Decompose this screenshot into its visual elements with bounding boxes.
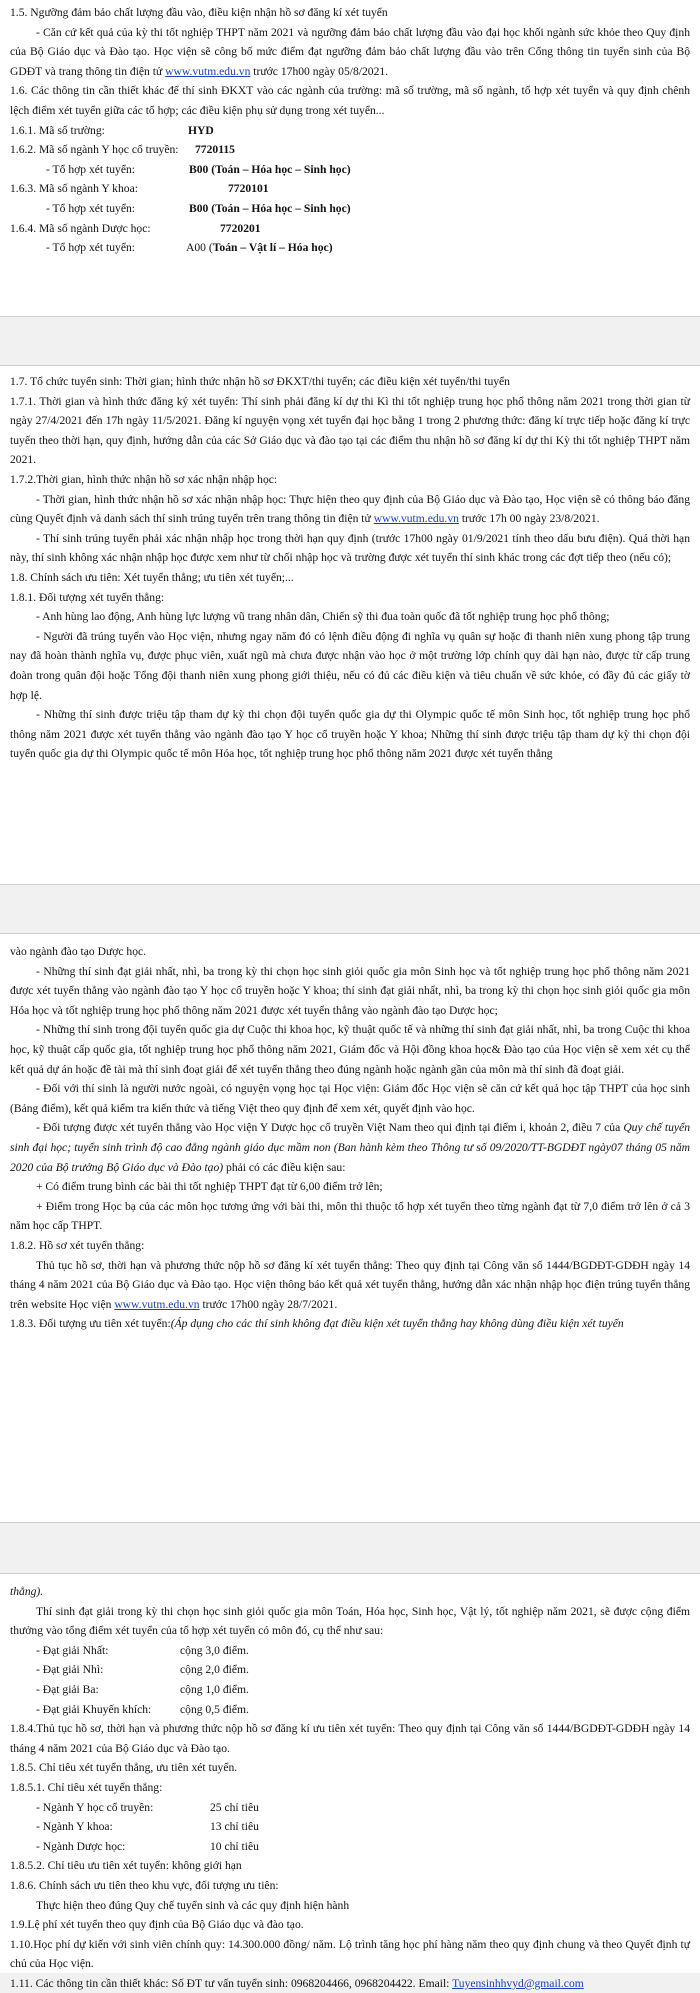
section-1-7-2-body-a: - Thời gian, hình thức nhận hồ sơ xác nhận nhập học: Thực hiện theo quy định của Bộ Giáo dục và Đào tạo, Học viện sẽ có thông báo đăng cùng Quyết định và danh sách thí sinh trúng tuyển trên trang thông tin điện tử www.vutm.edu.vn trước 17h 00 ngày 23/8/2021. — [10, 492, 690, 526]
section-1-10: 1.10.Học phí dự kiến với sinh viên chính quy: 14.300.000 đồng/ năm. Lộ trình tăng học phí hàng năm theo quy định chung và theo Quyết định tự chủ của Học viện. — [10, 1937, 690, 1971]
section-1-6-heading: 1.6. Các thông tin cần thiết khác để thí sinh ĐKXT vào các ngành của trường: mã số trường, mã số ngành, tổ hợp xét tuyển và quy định chênh lệch điểm xét tuyển giữa các tổ hợp; các điều kiện phụ sử dụng trong xét tuyển... — [10, 84, 690, 117]
section-1-8-4: 1.8.4.Thủ tục hồ sơ, thời hạn và phương thức nộp hồ sơ đăng kí ưu tiên xét tuyển: Theo quy định tại Công văn số 1444/BGDĐT-GDĐH ngày 14 tháng 4 năm 2021 của Bộ Giáo dục và Đào tạo. — [10, 1722, 690, 1755]
document-page-3 — [0, 934, 700, 1522]
section-1-9: 1.9.Lệ phí xét tuyển theo quy định của Bộ Giáo dục và đào tạo. — [10, 1918, 304, 1932]
section-1-8-1-b: - Người đã trúng tuyển vào Học viện, nhưng ngay năm đó có lệnh điều động đi nghĩa vụ quân sự hoặc đi thanh niên xung phong tập trung nay đã hoàn thành nghĩa vụ, được phục viên, xuất ngũ mà chưa được nhận vào học ở một trường lớp chính quy dài hạn nào, được từ cấp trung đoàn trong quân đội hoặc Tổng đội thanh niên xung phong giới thiệu, nếu có đủ các điều kiện và tiêu chuẩn về sức khỏe, có đầy đủ các giấy tờ hợp lệ. — [10, 629, 690, 702]
prize-third-row: - Đạt giải Ba: cộng 1,0 điểm. — [36, 1682, 249, 1696]
prize-first-row: - Đạt giải Nhất: cộng 3,0 điểm. — [36, 1643, 249, 1657]
section-1-8-1-a: - Anh hùng lao động, Anh hùng lực lượng vũ trang nhân dân, Chiến sỹ thi đua toàn quốc đã tốt nghiệp trung học phổ thông; — [36, 610, 610, 624]
section-1-7-heading: 1.7. Tổ chức tuyển sinh: Thời gian; hình thức nhận hồ sơ ĐKXT/thi tuyển; các điều kiện xét tuyển/thi tuyển — [10, 375, 510, 388]
section-1-8-3-heading: 1.8.3. Đối tượng ưu tiên xét tuyển:(Áp dụng cho các thí sinh không đạt điều kiện xét tuyển thẳng hay không dùng điều kiện xét tuyển — [10, 1317, 624, 1331]
document-page-4 — [0, 1574, 700, 1990]
section-1-8-2-heading: 1.8.2. Hồ sơ xét tuyển thẳng: — [10, 1238, 145, 1252]
section-1-8-1-f: - Đối với thí sinh là người nước ngoài, có nguyện vọng học tại Học viện: Giám đốc Học viện sẽ căn cứ kết quả học tập THPT của học sinh (Bảng điểm), kết quả kiểm tra kiến thức và tiếng Việt theo quy định để xem xét, quyết định vào học. — [10, 1082, 690, 1115]
quota-traditional-medicine-row: - Ngành Y học cổ truyền: 25 chỉ tiêu — [36, 1800, 259, 1814]
section-1-7-2-heading: 1.7.2.Thời gian, hình thức nhận hồ sơ xác nhận nhập học: — [10, 472, 278, 486]
section-1-8-5-1: 1.8.5.1. Chỉ tiêu xét tuyển thẳng: — [10, 1780, 163, 1794]
traditional-medicine-combo-row: - Tổ hợp xét tuyển: B00 (Toán – Hóa học – Sinh học) — [46, 162, 351, 176]
section-1-7-1: 1.7.1. Thời gian và hình thức đăng ký xét tuyển: Thí sinh phải đăng kí dự thi Kì thi tốt nghiệp trung học phổ thông năm 2021 trong thời gian từ ngày 27/4/2021 đến 17h ngày 11/5/2021. Đăng kí nguyện vọng xét tuyển đại học bằng 1 trong 2 phương thức: đăng kí trực tiếp hoặc đăng kí trực tuyến theo thời hạn, quy định, hướng dẫn của các Sở Giáo dục và đào tạo tại các điểm thu nhận hồ sơ đăng kí dự thi Kỳ thi tốt nghiệp THPT năm 2021. — [10, 394, 690, 467]
condition-transcript: + Điểm trong Học bạ của các môn học tương ứng với bài thi, môn thi thuộc tổ hợp xét tuyển theo từng ngành đạt từ 7,0 điểm trở lên ở cả 3 năm học cấp THPT. — [10, 1199, 690, 1233]
continuation-text: vào ngành đào tạo Dược học. — [10, 945, 147, 958]
quota-pharmacy-row: - Ngành Dược học: 10 chỉ tiêu — [36, 1839, 259, 1853]
section-1-5-heading: 1.5. Ngưỡng đảm bảo chất lượng đầu vào, điều kiện nhận hồ sơ đăng kí xét tuyển — [10, 6, 388, 19]
prize-second-row: - Đạt giải Nhì: cộng 2,0 điểm. — [36, 1663, 249, 1677]
section-1-8-2-body: Thủ tục hồ sơ, thời hạn và phương thức nộp hồ sơ đăng kí xét tuyển thẳng: Theo quy định tại Công văn số 1444/BGDĐT-GDĐH ngày 14 tháng 4 năm 2021 của Bộ Giáo dục và Đào tạo. Học viện thông báo kết quả xét tuyển thẳng, hướng dẫn xác nhận nhập học điện trúng tuyển thẳng trên website Học viện www.vutm.edu.vn trước 17h00 ngày 28/7/2021. — [10, 1258, 690, 1311]
section-1-8-1-e: - Những thí sinh trong đội tuyển quốc gia dự Cuộc thi khoa học, kỹ thuật quốc tế và những thí sinh đạt giải nhất, nhì, ba trong Cuộc thi khoa học, kỹ thuật cấp quốc gia, tốt nghiệp trung học phổ thông năm 2021, Giám đốc và Hội đồng khoa học& Đào tạo của Học viện sẽ xem xét cụ thể kết quả dự án hoặc đề tài mà thí sinh đoạt giải để xét tuyển thẳng theo đúng ngành hoặc ngành gần của môn mà thí sinh đã đoạt giải. — [10, 1023, 690, 1076]
section-1-7-2-body-b: - Thí sinh trúng tuyển phải xác nhận nhập học trong thời hạn quy định (trước 17h00 ngày 01/9/2021 tính theo dấu bưu điện). Quá thời hạn này, thí sinh không xác nhận nhập học được xem như từ chối nhập học và trường được xét tuyển thí sinh khác trong các đợt tiếp theo (nếu có); — [10, 531, 690, 565]
medicine-code-row: 1.6.3. Mã số ngành Y khoa: 7720101 — [10, 182, 269, 196]
section-1-8-1-g: - Đối tượng được xét tuyển thẳng vào Học viện Y Dược học cổ truyền Việt Nam theo qui định tại điểm i, khoản 2, điều 7 của Quy chế tuyển sinh đại học; tuyển sinh trình độ cao đẳng ngành giáo dục mầm non (Ban hành kèm theo Thông tư số 09/2020/TT-BGDĐT ngày07 tháng 05 năm 2020 của Bộ trưởng Bộ Giáo dục và Đào tạo) phải có các điều kiện sau: — [10, 1121, 690, 1174]
section-1-8-1-d: - Những thí sinh đạt giải nhất, nhì, ba trong kỳ thi chọn học sinh giỏi quốc gia môn Sinh học và tốt nghiệp trung học phổ thông năm 2021 được xét tuyển thẳng vào ngành đào tạo Y học cổ truyền hoặc Y khoa; thí sinh đạt giải nhất, nhì, ba trong kỳ thi chọn học sinh giỏi quốc gia môn Hóa học và tốt nghiệp trung học phổ thông năm 2021 được xét tuyển thẳng vào ngành đào tạo Dược học; — [10, 964, 690, 1017]
quota-medicine-row: - Ngành Y khoa: 13 chỉ tiêu — [36, 1820, 259, 1834]
pharmacy-code-row: 1.6.4. Mã số ngành Dược học: 7720201 — [10, 221, 261, 235]
continuation-text: thẳng). — [10, 1585, 44, 1598]
section-1-8-5-2: 1.8.5.2. Chỉ tiêu ưu tiên xét tuyển: không giới hạn — [10, 1859, 242, 1873]
pharmacy-combo-row: - Tổ hợp xét tuyển: A00 ( Toán – Vật lí – Hóa học) — [46, 241, 333, 255]
section-1-5-body: - Căn cứ kết quả của kỳ thi tốt nghiệp THPT năm 2021 và ngưỡng đảm bảo chất lượng đầu vào đại học khối ngành sức khỏe theo Quy định của Bộ Giáo dục và Đào tạo. Học viện sẽ công bố mức điểm đạt ngưỡng đảm bảo chất lượng đầu vào trên Cổng thông tin tuyển sinh của Bộ GDĐT và trang thông tin điện tử www.vutm.edu.vn trước 17h00 ngày 05/8/2021. — [10, 25, 690, 78]
document-page-2 — [0, 366, 700, 884]
condition-gpa: + Có điểm trung bình các bài thi tốt nghiệp THPT đạt từ 6,00 điểm trở lên; — [36, 1180, 383, 1194]
section-1-11: 1.11. Các thông tin cần thiết khác: Số ĐT tư vấn tuyển sinh: 0968204466, 0968204422. Email: Tuyensinhhvyd@gmail.com — [10, 1976, 584, 1990]
page-gap-1 — [0, 316, 700, 366]
page-gap-3 — [0, 1522, 700, 1574]
traditional-medicine-code-row: 1.6.2. Mã số ngành Y học cổ truyền: 7720115 — [10, 143, 235, 157]
section-1-8-5: 1.8.5. Chỉ tiêu xét tuyển thẳng, ưu tiên xét tuyển. — [10, 1761, 238, 1775]
prize-encouragement-row: - Đạt giải Khuyến khích: cộng 0,5 điểm. — [36, 1702, 249, 1716]
section-1-8-6-body: Thực hiện theo đúng Quy chế tuyển sinh và các quy định hiện hành — [36, 1898, 350, 1912]
vutm-website-link[interactable]: www.vutm.edu.vn — [373, 512, 459, 526]
bonus-points-intro: Thí sinh đạt giải trong kỳ thi chọn học sinh giỏi quốc gia môn Toán, Hóa học, Sinh học, Vật lý, tốt nghiệp năm 2021, sẽ được cộng điểm thưởng vào tổng điểm xét tuyển của tổ hợp xét tuyển có môn đó, cụ thể như sau: — [10, 1604, 690, 1638]
medicine-combo-row: - Tổ hợp xét tuyển: B00 (Toán – Hóa học – Sinh học) — [46, 201, 351, 215]
admissions-email-link[interactable]: Tuyensinhhvyd@gmail.com — [452, 1976, 584, 1990]
vutm-website-link[interactable]: www.vutm.edu.vn — [114, 1297, 200, 1311]
school-code-row: 1.6.1. Mã số trường: HYD — [10, 123, 214, 137]
section-1-8-6: 1.8.6. Chính sách ưu tiên theo khu vực, đối tượng ưu tiên: — [10, 1878, 279, 1892]
page-gap-2 — [0, 884, 700, 934]
document-page-1 — [0, 0, 700, 316]
vutm-website-link[interactable]: www.vutm.edu.vn — [165, 64, 251, 78]
section-1-8-heading: 1.8. Chính sách ưu tiên: Xét tuyển thẳng; ưu tiên xét tuyển;... — [10, 570, 294, 584]
section-1-8-1-c: - Những thí sinh được triệu tập tham dự kỳ thi chọn đội tuyển quốc gia dự thi Olympic quốc tế môn Sinh học, tốt nghiệp trung học phổ thông năm 2021 được xét tuyển thẳng vào ngành đào tạo Y học cổ truyền hoặc Y khoa; Những thí sinh được triệu tập tham dự kỳ thi chọn đội tuyển quốc gia dự thi Olympic quốc tế môn Hóa học, tốt nghiệp trung học phổ thông năm 2021 được xét tuyển thẳng — [10, 708, 690, 761]
section-1-8-1-heading: 1.8.1. Đối tượng xét tuyển thẳng: — [10, 590, 165, 604]
